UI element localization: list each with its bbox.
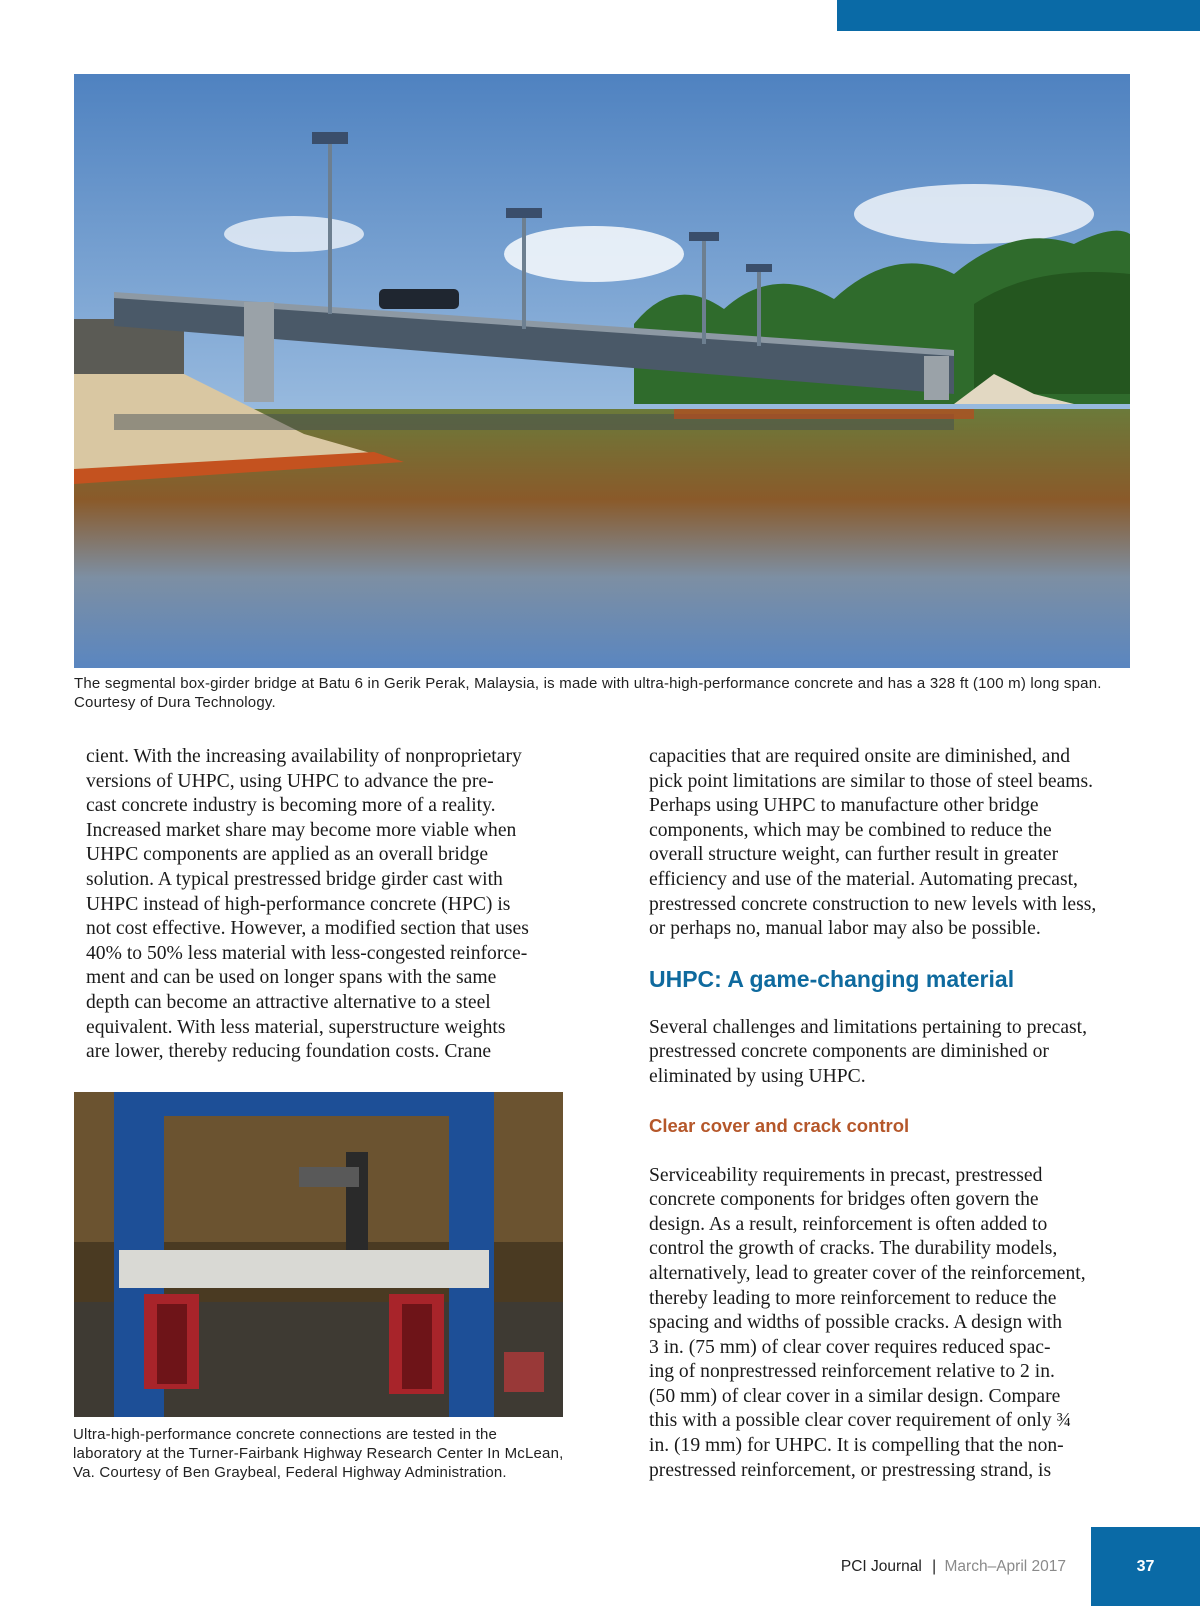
footer-separator: |: [932, 1558, 937, 1575]
right-column-paragraph-3: Serviceability requirements in precast, prestressed concrete components for bridges often govern the design. As a result, reinforcement is often added to control the growth of cracks. The durability models, alternatively, lead to greater cover of the reinforcement, thereby leading to more reinforcement to reduce the spacing and widths of possible cracks. A design with 3 in. (75 mm) of clear cover requires reduced spac- ing of nonprestressed reinforcement relative to 2 in. (50 mm) of clear cover in a similar design. Compare this with a possible clear cover requirement of only ¾ in. (19 mm) for UHPC. It is compelling that the non- prestressed reinforcement, or prestressing strand, is: [649, 1164, 1086, 1481]
section-heading: UHPC: A game-changing material: [649, 965, 1015, 992]
page-number-box: [1091, 1527, 1200, 1606]
subsection-heading: Clear cover and crack control: [649, 1114, 910, 1136]
footer-issue-date: March–April 2017: [944, 1558, 1066, 1575]
lab-photo-caption: Ultra-high-performance concrete connections are tested in the laboratory at the Turner-Fairbank Highway Research Center In McLean, Va. Courtesy of Ben Graybeal, Federal Highway Administration.: [73, 1426, 564, 1481]
footer-journal-info: [841, 1558, 1066, 1576]
left-column: [86, 745, 556, 1065]
footer-journal-name: PCI Journal: [840, 1558, 922, 1575]
bridge-photo: [74, 74, 1130, 668]
bridge-photo-caption: The segmental box-girder bridge at Batu 6 in Gerik Perak, Malaysia, is made with ultra-high-performance concrete and has a 328 ft (100 m) long span. Courtesy of Dura Technology.: [74, 675, 1102, 711]
top-accent-bar: [837, 0, 1200, 31]
right-column-paragraph-2: Several challenges and limitations pertaining to precast, prestressed concrete components are diminished or eliminated by using UHPC.: [649, 1016, 1087, 1087]
page-number: 37: [1136, 1557, 1155, 1575]
right-column: [649, 745, 1124, 1483]
lab-photo: [74, 1092, 563, 1417]
left-column-paragraph: cient. With the increasing availability of nonproprietary versions of UHPC, using UHPC to advance the pre- cast concrete industry is becoming more of a reality. Increased market share may become more viable when UHPC components are applied as an overall bridge solution. A typical prestressed bridge girder cast with UHPC instead of high-performance concrete (HPC) is not cost effective. However, a modified section that uses 40% to 50% less material with less-congested reinforce- ment and can be used on longer spans with the same depth can become an attractive alternative to a steel equivalent. With less material, superstructure weights are lower, thereby reducing foundation costs. Crane: [86, 746, 529, 1063]
right-column-paragraph-1: capacities that are required onsite are diminished, and pick point limitations are similar to those of steel beams. Perhaps using UHPC to manufacture other bridge components, which may be combined to reduce the overall structure weight, can further result in greater efficiency and use of the material. Automating precast, prestressed concrete construction to new levels with less, or perhaps no, manual labor may also be possible.: [649, 746, 1097, 940]
